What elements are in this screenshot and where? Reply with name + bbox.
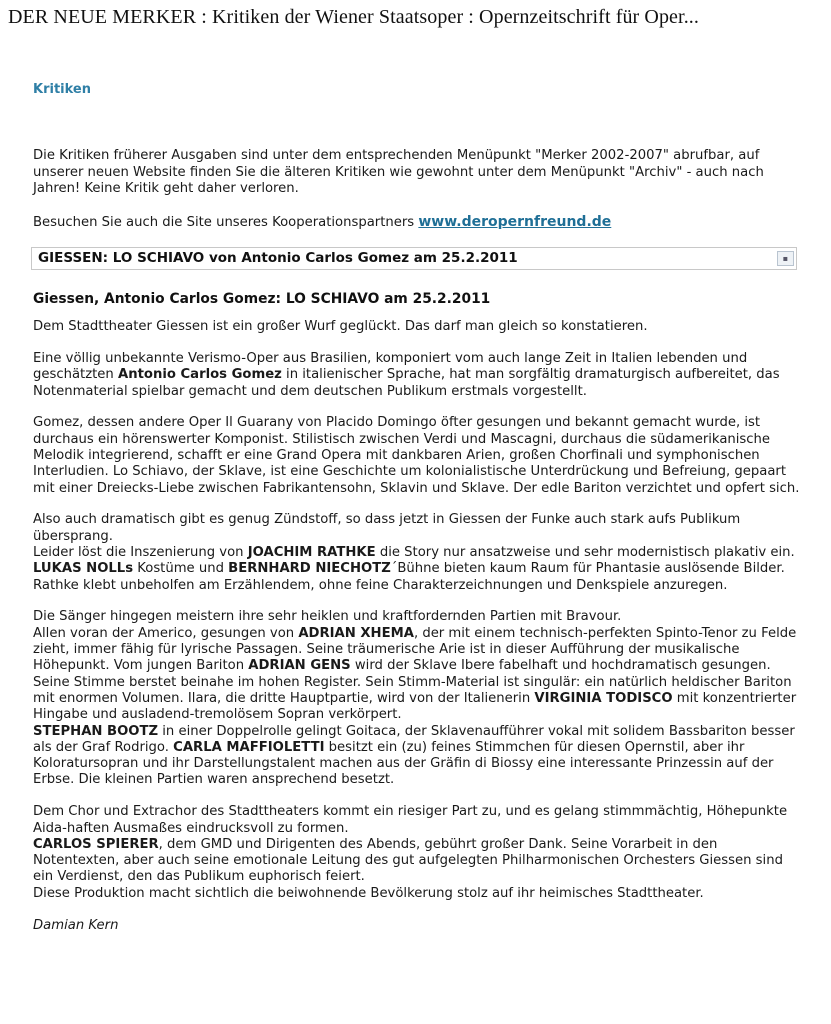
- person-name: BERNHARD NIECHOTZ: [228, 561, 391, 577]
- text-fragment: Eine völlig unbekannte Verismo-Oper aus Brasilien, komponiert vom auch lange Zeit in Italien lebenden und geschätzten: [33, 351, 748, 383]
- article-title-bar[interactable]: [31, 247, 797, 270]
- person-name: VIRGINIA TODISCO: [534, 690, 673, 706]
- text-fragment: Dem Chor und Extrachor des Stadttheaters kommt ein riesiger Part zu, und es gelang stimmmächtig, Höhepunkte Aida-haften Ausmaßes eindrucksvoll zu formen.: [33, 804, 788, 836]
- text-fragment: besitzt ein (zu) feines Stimmchen für diesen Opernstil, aber ihr Koloratursopran und ihr Darstellungstalent machen aus der Gräfin di Biossy eine interessante Prinzessin auf der Erbse. Die kleinen Partien waren ansprechend besetzt.: [33, 739, 774, 788]
- text-fragment: mit konzentrierter Hingabe und ausladend-tremolösem Sopran verkörpert.: [33, 690, 797, 723]
- person-name: LUKAS NOLLs: [33, 561, 134, 577]
- section-heading-kritiken[interactable]: Kritiken: [33, 82, 91, 97]
- person-name: ADRIAN XHEMA: [298, 625, 414, 641]
- text-fragment: ´Bühne bieten kaum Raum für Phantasie auslösende Bilder. Rathke klebt unbeholfen am Erzählendem, ohne feine Charakterzeichnungen und Denkspiele anzuregen.: [33, 561, 785, 593]
- page-header-title: DER NEUE MERKER : Kritiken der Wiener Staatsoper : Opernzeitschrift für Oper...: [8, 6, 699, 28]
- person-name: JOACHIM RATHKE: [247, 545, 376, 561]
- text-fragment: in einer Doppelrolle gelingt Goitaca, der Sklavenaufführer vokal mit solidem Bassbariton besser als der Graf Rodrigo.: [33, 723, 795, 755]
- person-name: CARLA MAFFIOLETTI: [173, 739, 325, 755]
- text-fragment: , dem GMD und Dirigenten des Abends, gebührt großer Dank. Seine Vorarbeit in den Notentexten, aber auch seine emotionale Leitung des gut aufgelegten Philharmonischen Orchesters Giessen sind ein Verdienst, den das Publikum euphorisch feiert.: [33, 836, 783, 885]
- person-name: STEPHAN BOOTZ: [33, 723, 159, 739]
- article-paragraph-6: [33, 804, 803, 902]
- partner-prefix: Besuchen Sie auch die Site unseres Kooperationspartners: [33, 214, 419, 230]
- text-fragment: wird der Sklave Ibere fabelhaft und hochdramatisch gesungen. Seine Stimme berstet beinahe im hohen Register. Sein Stimm-Material ist singulär: ein natürlich heldischer Bariton mit enormen Volumen. Ilara, die dritte Hauptpartie, wird von der Italienerin: [33, 658, 792, 706]
- text-fragment: die Story nur ansatzweise und sehr modernistisch plakativ ein.: [375, 545, 795, 561]
- collapse-icon[interactable]: ▪: [777, 251, 794, 266]
- article-author: Damian Kern: [33, 917, 119, 933]
- article-body: [33, 291, 803, 949]
- partner-link[interactable]: www.deropernfreund.de: [418, 213, 612, 230]
- text-fragment: Kostüme und: [133, 561, 229, 577]
- text-fragment: Diese Produktion macht sichtlich die beiwohnende Bevölkerung stolz auf ihr heimisches Stadttheater.: [33, 885, 704, 901]
- article-paragraph-2: [33, 351, 803, 400]
- text-fragment: Allen voran der Americo, gesungen von: [33, 625, 299, 641]
- text-fragment: in italienischer Sprache, hat man sorgfältig dramaturgisch aufbereitet, das Notenmaterial spielbar gemacht und dem deutschen Publikum erstmals vorgestellt.: [33, 367, 780, 399]
- text-fragment: Leider löst die Inszenierung von: [33, 545, 248, 561]
- article-paragraph-1: Dem Stadttheater Giessen ist ein großer Wurf geglückt. Das darf man gleich so konstatieren.: [33, 319, 648, 335]
- article-paragraph-5: [33, 609, 803, 788]
- person-name: Antonio Carlos Gomez: [117, 367, 282, 383]
- article-paragraph-4: [33, 512, 803, 593]
- article-bar-title: GIESSEN: LO SCHIAVO von Antonio Carlos Gomez am 25.2.2011: [38, 250, 518, 266]
- text-fragment: Die Sänger hingegen meistern ihre sehr heiklen und kraftfordernden Partien mit Bravour.: [33, 609, 622, 625]
- article-heading: Giessen, Antonio Carlos Gomez: LO SCHIAVO am 25.2.2011: [33, 291, 491, 307]
- intro-text: Die Kritiken früherer Ausgaben sind unter dem entsprechenden Menüpunkt "Merker 2002-2007" abrufbar, auf unserer neuen Website finden Sie die älteren Kritiken wie gewohnt unter dem Menüpunkt "Archiv" - auch nach Jahren! Keine Kritik geht daher verloren.: [33, 148, 764, 196]
- article-paragraph-3: Gomez, dessen andere Oper Il Guarany von Placido Domingo öfter gesungen und bekannt gemacht wurde, ist durchaus ein hörenswerter Komponist. Stilistisch zwischen Verdi und Mascagni, durchaus die südamerikanische Melodik integrierend, schafft er eine Grand Opera mit dankbaren Arien, großen Chorfinali und symphonischen Interludien. Lo Schiavo, der Sklave, ist eine Geschichte um kolonialistische Unterdrückung und Befreiung, gepaart mit einer Dreiecks-Liebe zwischen Fabrikantensohn, Sklavin und Sklave. Der edle Bariton verzichtet und opfert sich.: [33, 415, 800, 496]
- intro-block: [33, 148, 798, 247]
- text-fragment: , der mit einem technisch-perfekten Spinto-Tenor zu Felde zieht, immer fähig für lyrische Passagen. Seine träumerische Arie ist in dieser Aufführung der musikalische Höhepunkt. Vom jungen Bariton: [33, 625, 797, 674]
- partner-line: [33, 214, 798, 232]
- text-fragment: Also auch dramatisch gibt es genug Zündstoff, so dass jetzt in Giessen der Funke auch stark aufs Publikum übersprang.: [33, 512, 741, 544]
- person-name: CARLOS SPIERER: [33, 836, 159, 852]
- person-name: ADRIAN GENS: [248, 658, 351, 674]
